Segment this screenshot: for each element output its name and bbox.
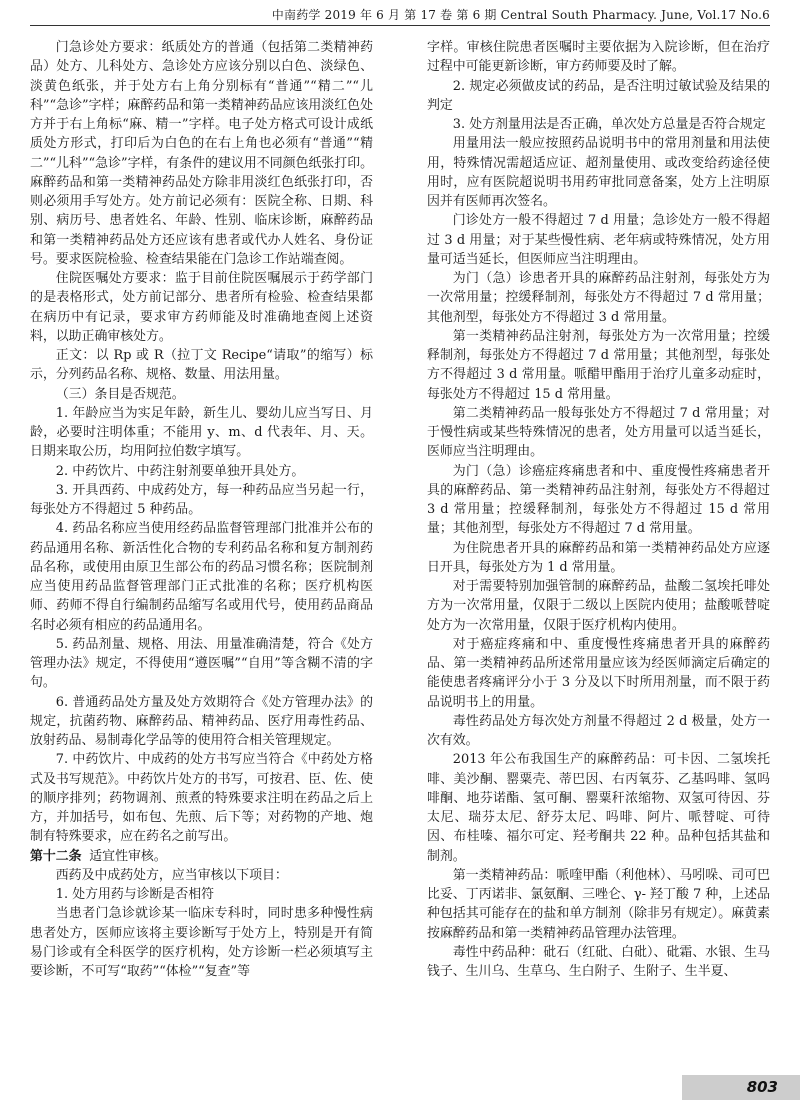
body-paragraph: 7. 中药饮片、中成药的处方书写应当符合《中药处方格式及书写规范》。中药饮片处方的书写，可按君、臣、佐、使的顺序排列；药物调剂、煎煮的特殊要求注明在药品之后上方，并加括号，如布包、先煎、后下等；对药物的产地、炮制有特殊要求，应在药名之前写出。: [30, 752, 373, 845]
body-paragraph: 3. 开具西药、中成药处方，每一种药品应当另起一行，每张处方不得超过 5 种药品。: [30, 482, 373, 517]
right-column: [427, 38, 770, 981]
body-paragraph: 为门（急）诊患者开具的麻醉药品注射剂，每张处方为一次常用量；控缓释制剂，每张处方不得超过 7 d 常用量；其他剂型，每张处方不得超过 3 d 常用量。: [427, 271, 770, 325]
body-paragraph: 1. 处方用药与诊断是否相符: [55, 887, 214, 902]
body-paragraph: （三）条目是否规范。: [55, 386, 185, 402]
body-paragraph: 第一类精神药品：哌喹甲酯（利他林）、马吲哚、司可巴比妥、丁丙诺非、氯氨酮、三唑仑、γ- 羟丁酸 7 种，上述品种包括其可能存在的盐和单方制剂（除非另有规定）。麻黄素按麻醉药品和第一类精神药品管理办法管理。: [427, 867, 770, 941]
page-number-bar: [682, 1075, 800, 1100]
body-paragraph: 当患者门急诊就诊某一临床专科时，同时患多种慢性病患者处方，医师应该将主要诊断写于处方上，特别是开有简易门诊或有全科医学的医疗机构，处方诊断一栏必须填写主要诊断，不可写“取药”“体检”“复查”等: [30, 906, 373, 979]
section-heading-title: 适宜性审核。: [89, 848, 167, 864]
body-paragraph: 毒性药品处方每次处方剂量不得超过 2 d 极量，处方一次有效。: [427, 713, 770, 748]
body-paragraph: 正文：以 Rp 或 R（拉丁文 Recipe“请取”的缩写）标示，分列药品名称、规格、数量、用法用量。: [30, 348, 373, 383]
body-paragraph: 2. 规定必须做皮试的药品，是否注明过敏试验及结果的判定: [427, 78, 770, 113]
body-paragraph: 2. 中药饮片、中药注射剂要单独开具处方。: [55, 463, 305, 479]
body-paragraph: 用量用法一般应按照药品说明书中的常用剂量和用法使用，特殊情况需超适应证、超剂量使用、或改变给药途径使用时，应有医院超说明书用药审批同意备案，处方上注明原因并有医师再次签名。: [427, 136, 770, 209]
section-heading-number: 第十二条: [30, 848, 82, 864]
section-heading: [30, 847, 373, 866]
body-paragraph: 对于需要特别加强管制的麻醉药品，盐酸二氢埃托啡处方为一次常用量，仅限于二级以上医院内使用；盐酸哌替啶处方为一次常用量，仅限于医疗机构内使用。: [427, 579, 770, 633]
body-paragraph: 第一类精神药品注射剂，每张处方为一次常用量；控缓释制剂，每张处方不得超过 7 d 常用量；其他剂型，每张处方不得超过 3 d 常用量。哌醋甲酯用于治疗儿童多动症时，每张处方不得超过 15 d 常用量。: [427, 328, 770, 402]
body-paragraph: 5. 药品剂量、规格、用法、用量准确清楚，符合《处方管理办法》规定，不得使用“遵医嘱”“自用”等含糊不清的字句。: [30, 636, 373, 691]
body-paragraph: 3. 处方剂量用法是否正确，单次处方总量是否符合规定: [452, 117, 766, 132]
body-paragraph: 6. 普通药品处方量及处方效期符合《处方管理办法》的规定，抗菌药物、麻醉药品、精神药品、医疗用毒性药品、放射药品、易制毒化学品等的使用符合相关管理规定。: [30, 694, 373, 748]
left-column: [30, 38, 373, 981]
running-header: 中南药学 2019 年 6 月 第 17 卷 第 6 期 Central South Pharmacy. June, Vol.17 No.6: [271, 8, 770, 22]
body-paragraph: 2013 年公布我国生产的麻醉药品：可卡因、二氢埃托啡、美沙酮、罂粟壳、蒂巴因、右丙氧芬、乙基吗啡、氢吗啡酮、地芬诺酯、氢可酮、罂粟秆浓缩物、双氢可待因、芬太尼、瑞芬太尼、舒芬太尼、吗啡、阿片、哌替啶、可待因、布桂嗪、福尔可定、羟考酮共 22 种。品种包括其盐和制剂。: [427, 752, 770, 864]
body-paragraph: 为住院患者开具的麻醉药品和第一类精神药品处方应逐日开具，每张处方为 1 d 常用量。: [427, 540, 770, 575]
body-paragraph: 西药及中成药处方，应当审核以下项目：: [55, 867, 288, 883]
body-paragraph: 4. 药品名称应当使用经药品监督管理部门批准并公布的药品通用名称、新活性化合物的专利药品名称和复方制剂药品名称，或使用由原卫生部公布的药品习惯名称；医院制剂应当使用药品监督管理部门正式批准的名称；医疗机构医师、药师不得自行编制药品缩写名或用代号，使用药品商品名时必须有相应的药品通用名。: [30, 521, 373, 633]
body-paragraph: 住院医嘱处方要求：监于目前住院医嘱展示于药学部门的是表格形式，处方前记部分、患者所有检验、检查结果都在病历中有记录，要求审方药师能及时准确地查阅上述资料，以助正确审核处方。: [30, 271, 373, 344]
body-paragraph: 门急诊处方要求：纸质处方的普通（包括第二类精神药品）处方、儿科处方、急诊处方应该分别以白色、淡绿色、淡黄色纸张，并于处方右上角分别标有“普通”“精二”“儿科”“急诊”字样；麻醉药品和第一类精神药品应该用淡红色处方并于右上角标“麻、精一”字样。电子处方格式可设计成纸质处方形式，打印后为白色的在右上角也必须有“普通”“精二”“儿科”“急诊”字样，有条件的建议用不同颜色纸张打印。麻醉药品和第一类精神药品处方除非用淡红色纸张打印，否则必须用手写处方。处方前记必须有：医院全称、日期、科别、病历号、患者姓名、年龄、性别、临床诊断，麻醉药品和第一类精神药品处方还应该有患者或代办人姓名、身份证号。要求医院检验、检查结果能在门急诊工作站端查阅。: [30, 40, 373, 267]
body-paragraph: 为门（急）诊癌症疼痛患者和中、重度慢性疼痛患者开具的麻醉药品、第一类精神药品注射剂，每张处方不得超过 3 d 常用量；控缓释制剂，每张处方不得超过 15 d 常用量；其他剂型，每张处方不得超过 7 d 常用量。: [427, 463, 770, 537]
body-paragraph: 毒性中药品种：砒石（红砒、白砒）、砒霜、水银、生马钱子、生川乌、生草乌、生白附子、生附子、生半夏、: [427, 944, 770, 979]
body-paragraph: 对于癌症疼痛和中、重度慢性疼痛患者开具的麻醉药品、第一类精神药品所述常用量应该为经医师滴定后确定的能使患者疼痛评分小于 3 分及以下时所用剂量，而不限于药品说明书上的用量。: [427, 636, 770, 710]
page-number: 803: [746, 1078, 778, 1096]
body-paragraph: 1. 年龄应当为实足年龄，新生儿、婴幼儿应当写日、月龄，必要时注明体重；不能用 y、m、d 代表年、月、天。日期来取公历，均用阿拉伯数字填写。: [30, 405, 373, 460]
body-paragraph: 字样。审核住院患者医嘱时主要依据为入院诊断，但在治疗过程中可能更新诊断，审方药师要及时了解。: [427, 40, 770, 75]
body-paragraph: 门诊处方一般不得超过 7 d 用量；急诊处方一般不得超过 3 d 用量；对于某些慢性病、老年病或特殊情况，处方用量可适当延长，但医师应当注明理由。: [427, 213, 770, 267]
header-rule: [30, 25, 770, 26]
body-paragraph: 第二类精神药品一般每张处方不得超过 7 d 常用量；对于慢性病或某些特殊情况的患者，处方用量可以适当延长，医师应当注明理由。: [427, 405, 770, 460]
